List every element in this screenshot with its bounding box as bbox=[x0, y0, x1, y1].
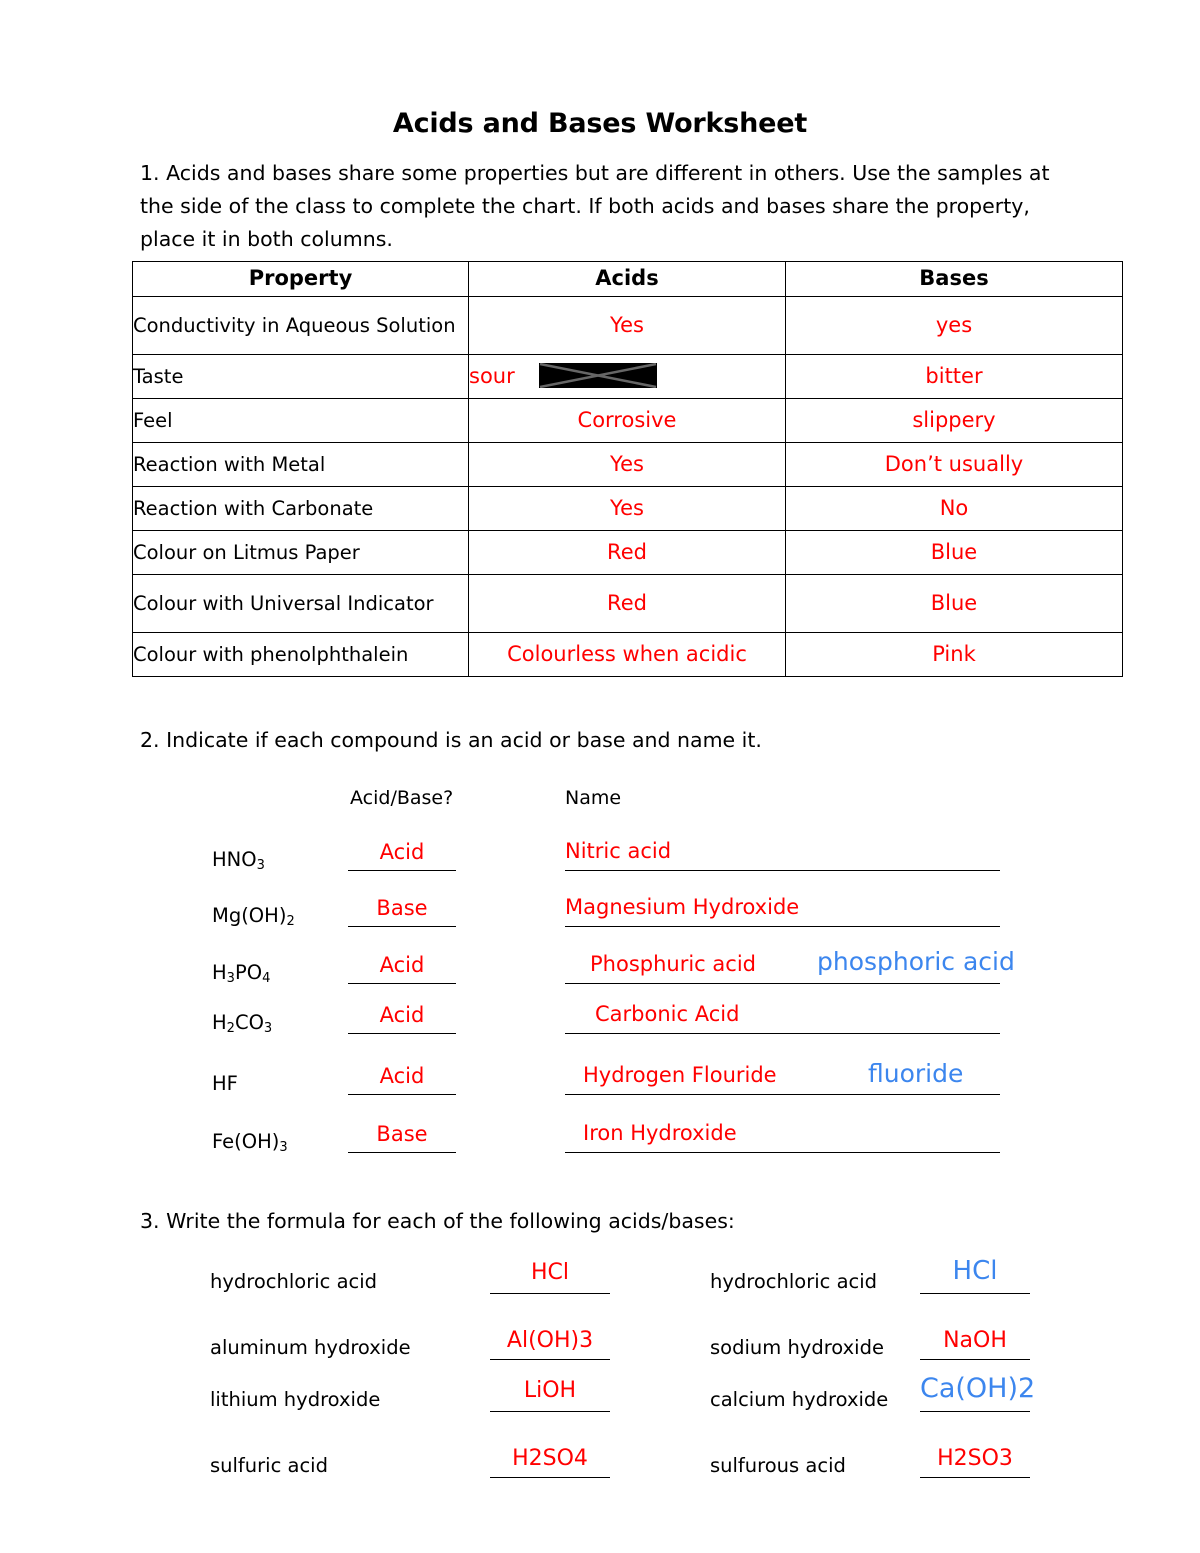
acid-base-blank-line bbox=[348, 1152, 456, 1153]
compound-name-answer: Phosphuric acid bbox=[590, 952, 756, 976]
table-row bbox=[133, 297, 1123, 355]
redaction-box-icon bbox=[539, 363, 657, 388]
acid-base-blank-line bbox=[348, 926, 456, 927]
property-label: Colour on Litmus Paper bbox=[133, 531, 469, 575]
compound-name-answer: Hydrogen Flouride bbox=[583, 1063, 777, 1087]
bases-answer: Don’t usually bbox=[786, 443, 1123, 487]
formula-answer-right: H2SO3 bbox=[937, 1446, 1013, 1471]
bases-answer: bitter bbox=[786, 355, 1123, 399]
question-2-column-header-name: Name bbox=[565, 787, 622, 809]
property-label: Reaction with Carbonate bbox=[133, 487, 469, 531]
bases-answer: yes bbox=[786, 297, 1123, 355]
acid-base-answer: Base bbox=[376, 896, 428, 920]
acid-base-blank-line bbox=[348, 983, 456, 984]
acid-base-answer: Acid bbox=[379, 840, 425, 864]
properties-table bbox=[132, 261, 1123, 677]
table-row bbox=[133, 633, 1123, 677]
name-blank-line bbox=[565, 1094, 1000, 1095]
compound-name-answer: Carbonic Acid bbox=[595, 1002, 740, 1026]
question-2-column-header-acidbase: Acid/Base? bbox=[350, 787, 454, 809]
compound-name-answer: Magnesium Hydroxide bbox=[565, 895, 800, 919]
acids-answer: Yes bbox=[469, 443, 786, 487]
acids-answer: Red bbox=[469, 531, 786, 575]
acid-base-answer: Acid bbox=[379, 1003, 425, 1027]
table-header-row bbox=[133, 262, 1123, 297]
property-label: Colour with Universal Indicator bbox=[133, 575, 469, 633]
compound-label-left: lithium hydroxide bbox=[210, 1388, 381, 1411]
bases-answer: Blue bbox=[786, 575, 1123, 633]
formula-answer-left: LiOH bbox=[523, 1378, 577, 1403]
compound-formula: $Fe(OH)_3$ bbox=[212, 1130, 288, 1155]
bases-answer: slippery bbox=[786, 399, 1123, 443]
bases-answer: Pink bbox=[786, 633, 1123, 677]
acids-answer: Yes bbox=[469, 297, 786, 355]
question-1-prompt: 1. Acids and bases share some properties but are different in others. Use the samples at the side of the class to complete the chart. If both acids and bases share the property, place it in both columns. bbox=[140, 161, 1050, 251]
compound-label-right: sodium hydroxide bbox=[710, 1336, 884, 1359]
acid-base-answer: Acid bbox=[379, 953, 425, 977]
formula-answer-right: HCl bbox=[952, 1256, 998, 1286]
bases-answer: Blue bbox=[786, 531, 1123, 575]
compound-formula: $H_3PO_4$ bbox=[212, 961, 271, 986]
formula-blank-line-left bbox=[490, 1293, 610, 1294]
formula-blank-line-right bbox=[920, 1411, 1030, 1412]
table-row bbox=[133, 355, 1123, 399]
property-label: Reaction with Metal bbox=[133, 443, 469, 487]
question-2-prompt: 2. Indicate if each compound is an acid or base and name it. bbox=[140, 728, 762, 752]
acid-base-blank-line bbox=[348, 870, 456, 871]
acids-answer bbox=[469, 355, 786, 399]
column-header-acids: Acids bbox=[469, 262, 786, 297]
compound-row bbox=[0, 882, 1200, 944]
compound-label-left: sulfuric acid bbox=[210, 1454, 328, 1477]
compound-row bbox=[0, 1050, 1200, 1112]
formula-answer-right: Ca(OH)2 bbox=[920, 1373, 1036, 1404]
compound-row bbox=[0, 989, 1200, 1051]
acids-answer: Colourless when acidic bbox=[469, 633, 786, 677]
name-blank-line bbox=[565, 1152, 1000, 1153]
formula-blank-line-right bbox=[920, 1293, 1030, 1294]
acid-base-answer: Acid bbox=[379, 1064, 425, 1088]
compound-row bbox=[0, 826, 1200, 888]
compound-label-right: calcium hydroxide bbox=[710, 1388, 889, 1411]
acids-answer: Corrosive bbox=[469, 399, 786, 443]
acid-base-blank-line bbox=[348, 1094, 456, 1095]
name-blank-line bbox=[565, 1033, 1000, 1034]
formula-blank-line-right bbox=[920, 1477, 1030, 1478]
compound-label-right: sulfurous acid bbox=[710, 1454, 846, 1477]
name-blank-line bbox=[565, 983, 1000, 984]
formula-blank-line-left bbox=[490, 1411, 610, 1412]
formula-row bbox=[0, 1434, 1200, 1500]
name-blank-line bbox=[565, 926, 1000, 927]
property-label: Feel bbox=[133, 399, 469, 443]
formula-answer-left: H2SO4 bbox=[512, 1446, 588, 1471]
page-title: Acids and Bases Worksheet bbox=[392, 108, 808, 139]
formula-blank-line-left bbox=[490, 1477, 610, 1478]
compound-label-left: aluminum hydroxide bbox=[210, 1336, 411, 1359]
table-row bbox=[133, 575, 1123, 633]
compound-label-left: hydrochloric acid bbox=[210, 1270, 378, 1293]
formula-row bbox=[0, 1250, 1200, 1316]
column-header-bases: Bases bbox=[786, 262, 1123, 297]
question-3-prompt: 3. Write the formula for each of the following acids/bases: bbox=[140, 1209, 735, 1233]
compound-formula: $H_2CO_3$ bbox=[212, 1011, 273, 1036]
compound-name-answer: Nitric acid bbox=[565, 839, 672, 863]
formula-blank-line-right bbox=[920, 1359, 1030, 1360]
teacher-correction-annotation: fluoride bbox=[868, 1059, 964, 1088]
formula-row bbox=[0, 1368, 1200, 1434]
acid-base-blank-line bbox=[348, 1033, 456, 1034]
table-row bbox=[133, 399, 1123, 443]
compound-name-answer: Iron Hydroxide bbox=[583, 1121, 737, 1145]
acids-answer: Yes bbox=[469, 487, 786, 531]
name-blank-line bbox=[565, 870, 1000, 871]
formula-answer-left: HCl bbox=[530, 1260, 570, 1285]
property-label: Colour with phenolphthalein bbox=[133, 633, 469, 677]
acid-base-answer: Base bbox=[376, 1122, 428, 1146]
teacher-correction-annotation: phosphoric acid bbox=[817, 947, 1015, 976]
compound-formula: $HNO_3$ bbox=[212, 848, 265, 873]
formula-answer-left: Al(OH)3 bbox=[506, 1328, 594, 1353]
table-row bbox=[133, 531, 1123, 575]
compound-label-right: hydrochloric acid bbox=[710, 1270, 878, 1293]
table-row bbox=[133, 443, 1123, 487]
acids-answer: Red bbox=[469, 575, 786, 633]
formula-answer-right: NaOH bbox=[943, 1328, 1007, 1353]
compound-row bbox=[0, 1108, 1200, 1170]
property-label: Taste bbox=[133, 355, 469, 399]
column-header-property: Property bbox=[133, 262, 469, 297]
bases-answer: No bbox=[786, 487, 1123, 531]
formula-blank-line-left bbox=[490, 1359, 610, 1360]
property-label: Conductivity in Aqueous Solution bbox=[133, 297, 469, 355]
compound-formula: HF bbox=[212, 1072, 238, 1095]
table-row bbox=[133, 487, 1123, 531]
compound-formula: $Mg(OH)_2$ bbox=[212, 904, 295, 929]
acids-answer-text: sour bbox=[469, 364, 515, 388]
